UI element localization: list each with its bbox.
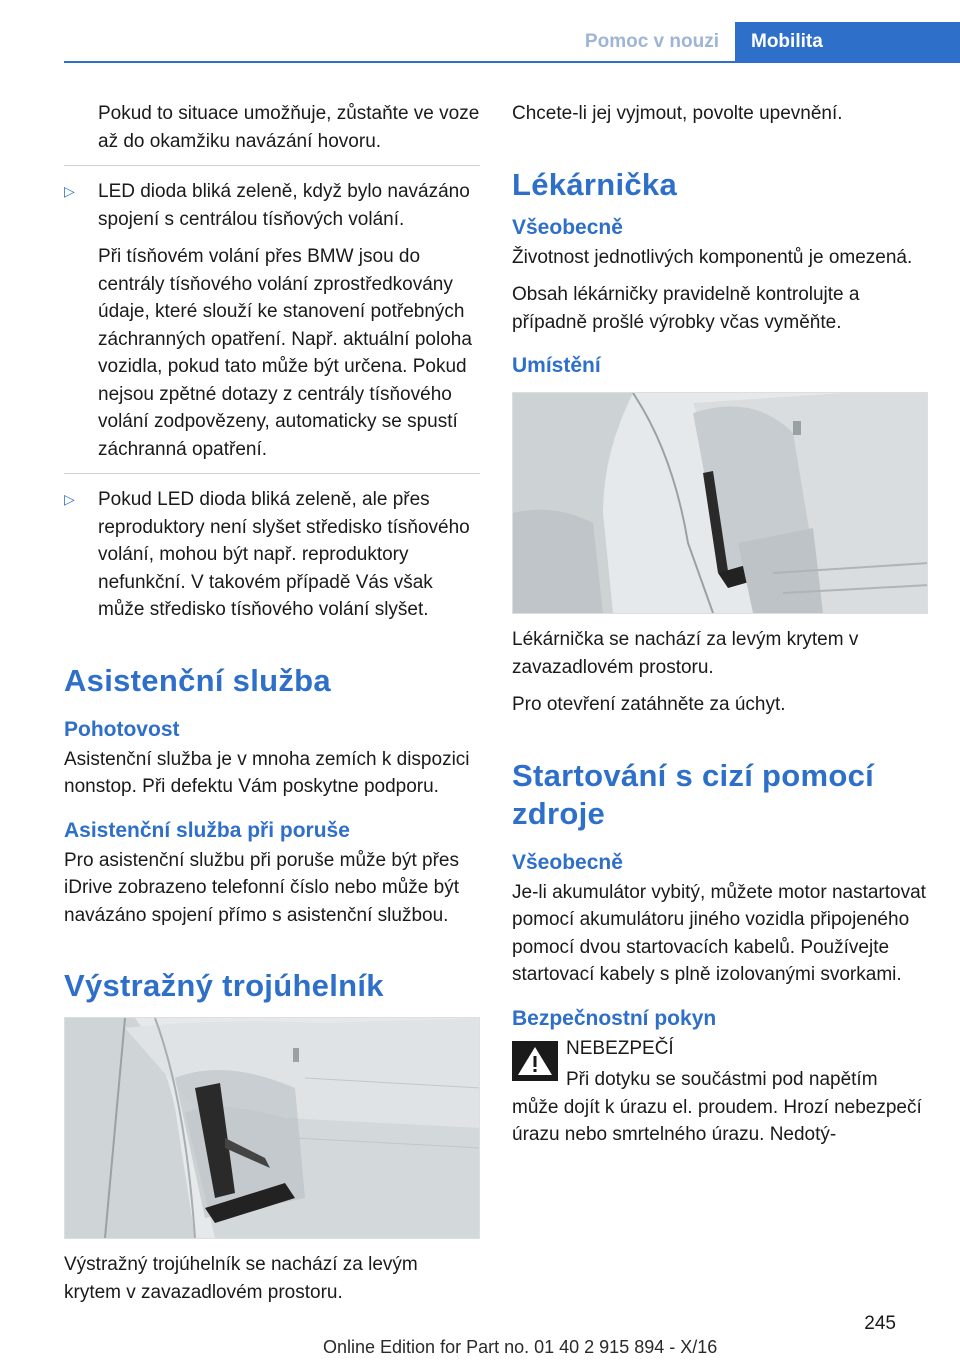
triangle-bullet-icon: ▷ [64, 491, 75, 507]
paragraph-stay-in-car: Pokud to situace umožňuje, zůstaňte ve voze až do okamžiku navázání hovoru. [98, 103, 480, 152]
page-number: 245 [864, 1313, 896, 1334]
right-column [512, 100, 928, 1159]
header-rule [64, 61, 960, 63]
paragraph-umisteni-1: Lékárnička se nachází za levým krytem v zavazadlovém prostoru. [512, 629, 859, 678]
trunk-triangle-image [64, 1017, 480, 1239]
first-aid-kit-illustration [513, 393, 928, 613]
paragraph-startovani: Je-li akumulátor vybitý, můžete motor nastartovat pomocí akumulátoru jiného vozidla připojeného pomocí dvou startovacích kabelů. Používejte startovací kabely s plně izolovanými svorkami. [512, 881, 926, 985]
subheading-pohotovost: Pohotovost [64, 717, 180, 741]
paragraph-asistencni-sluzba-pri-poruse: Pro asistenční službu při poruše může být přes iDrive zobrazeno telefonní číslo nebo může být navázáno spojení přímo s asistenční službou. [64, 849, 459, 926]
heading-lekarnicka: Lékárnička [512, 166, 677, 202]
warning-text: Při dotyku se součástmi pod napětím může dojít k úrazu el. proudem. Hrozí nebezpečí úrazu nebo smrtelného úrazu. Nedotý- [512, 1069, 922, 1145]
header-tabs [569, 22, 960, 62]
bullet-led-green: LED dioda bliká zeleně, když bylo navázáno spojení s centrálou tísňových volání. [98, 181, 470, 230]
paragraph-remove: Chcete-li jej vyjmout, povolte upevnění. [512, 103, 843, 124]
paragraph-zivotnost: Životnost jednotlivých komponentů je omezená. [512, 246, 913, 268]
warning-title: NEBEZPEČÍ [566, 1037, 674, 1059]
tab-pomoc-v-nouzi[interactable]: Pomoc v nouzi [584, 31, 719, 52]
list-item [64, 178, 480, 463]
bullet-speakers: Pokud LED dioda bliká zeleně, ale přes reproduktory není slyšet středisko tísňového volání, mohou být např. reproduktory nefunkční. V takovém případě Vás však může středisko tísňového volání slyšet. [98, 489, 470, 620]
heading-startovani: Startování s cizí pomocí zdroje [512, 757, 875, 831]
first-aid-kit-image [512, 392, 928, 614]
footer-edition: Online Edition for Part no. 01 40 2 915 894 - X/16 [323, 1337, 718, 1357]
heading-asistencni-sluzba: Asistenční služba [64, 662, 331, 698]
list-item [64, 486, 480, 624]
paragraph-pohotovost: Asistenční služba je v mnoha zemích k dispozici nonstop. Při defektu Vám poskytne podporu. [64, 748, 470, 797]
tab-mobilita[interactable]: Mobilita [735, 22, 960, 62]
heading-vystrazny-trojuhelnik: Výstražný trojúhelník [64, 968, 384, 1003]
bullet-emergency-call-info: Při tísňovém volání přes BMW jsou do centrály tísňového volání zprostředkovány údaje, které slouží ke stanovení potřebných záchranných opatření. Např. aktuální poloha vozidla, pokud tato může být určena. Pokud nejsou zpětné dotazy z centrály tísňového volání zodpovězeny, automaticky se spustí záchranná opatření. [98, 246, 472, 460]
subheading-vseobecne-2: Všeobecně [512, 850, 623, 874]
warning-triangle-icon [512, 1041, 558, 1081]
subheading-vseobecne: Všeobecně [512, 215, 623, 239]
subheading-umisteni: Umístění [512, 354, 601, 377]
warning-block [512, 1035, 928, 1149]
triangle-bullet-icon: ▷ [64, 183, 75, 199]
left-column [64, 100, 480, 1316]
trunk-triangle-illustration [65, 1018, 480, 1238]
subheading-bezpecnostni-pokyn: Bezpečnostní pokyn [512, 1006, 717, 1030]
subheading-asistencni-sluzba-pri-poruse: Asistenční služba při poruše [64, 818, 350, 842]
divider [64, 165, 480, 166]
caption-vystrazny-trojuhelnik: Výstražný trojúhelník se nachází za levým krytem v zavazadlovém prostoru. [64, 1254, 418, 1303]
paragraph-umisteni-2: Pro otevření zatáhněte za úchyt. [512, 694, 786, 715]
paragraph-obsah: Obsah lékárničky pravidelně kontrolujte a případně prošlé výrobky včas vyměňte. [512, 284, 860, 333]
divider [64, 473, 480, 474]
